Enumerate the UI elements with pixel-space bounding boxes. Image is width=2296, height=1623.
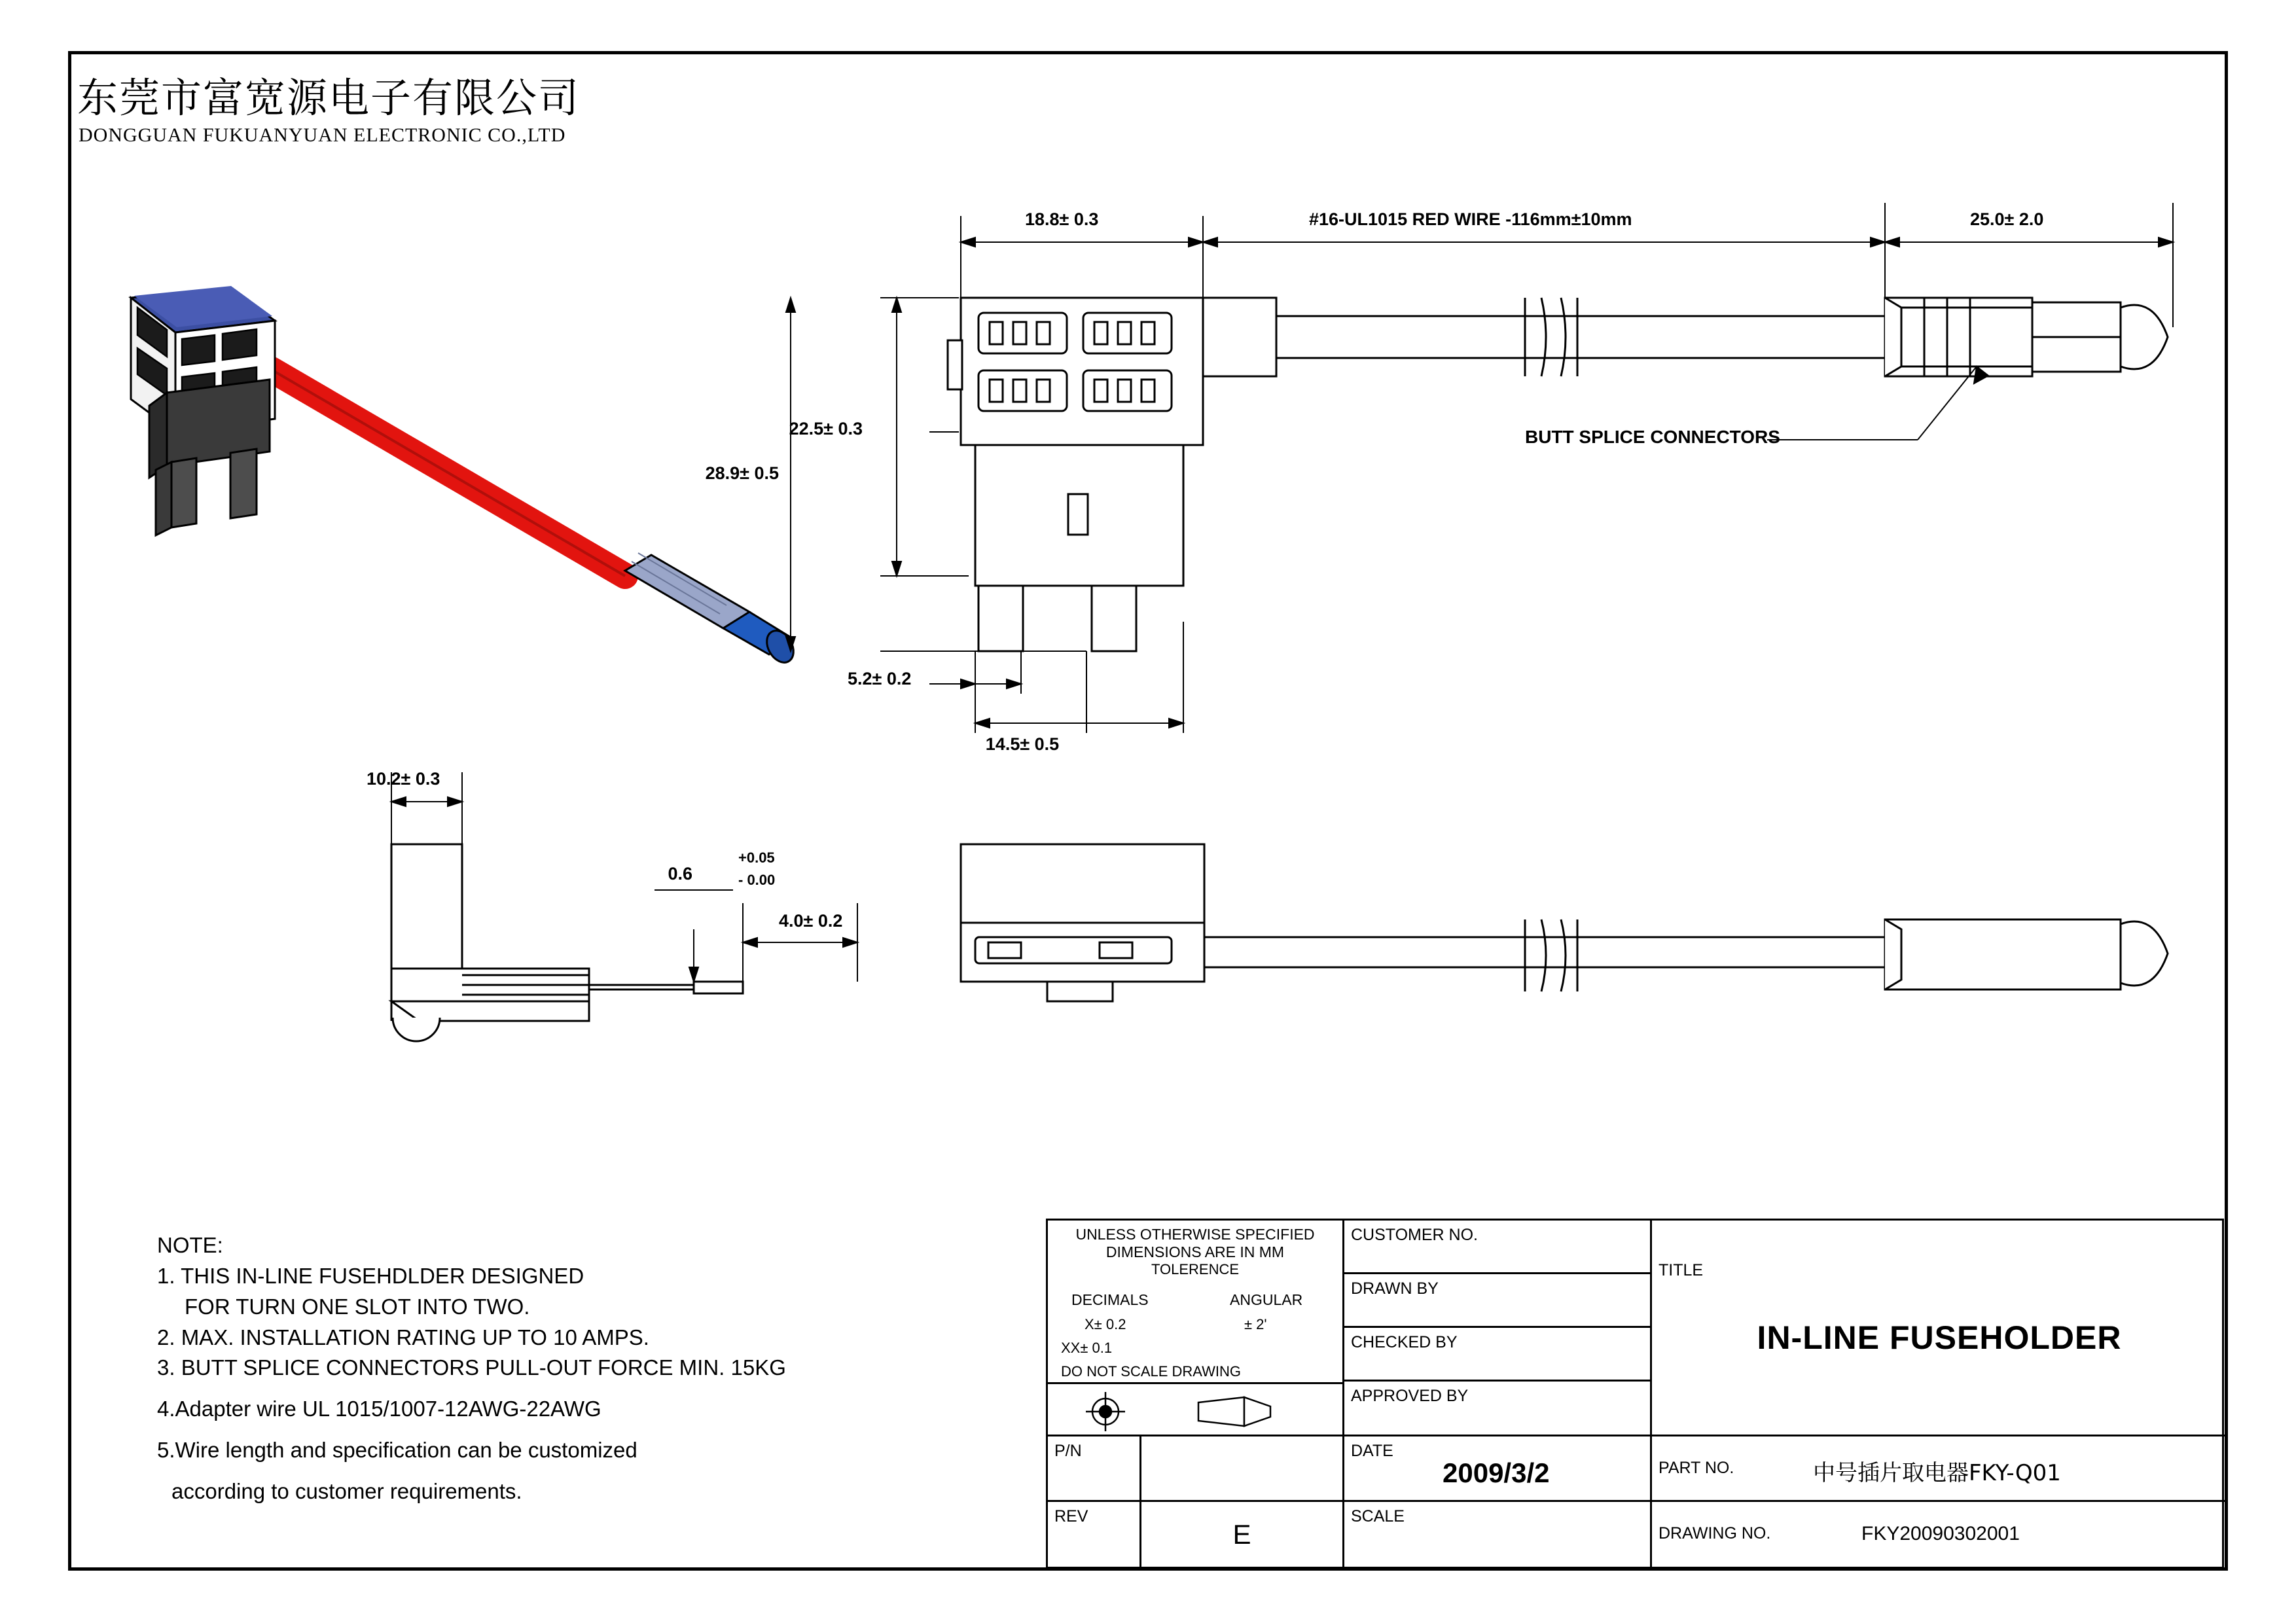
note-4: 4.Adapter wire UL 1015/1007-12AWG-22AWG	[157, 1397, 601, 1421]
rev-value-cell[interactable]	[1139, 1502, 1342, 1567]
note-2: 2. MAX. INSTALLATION RATING UP TO 10 AMPS.	[157, 1325, 649, 1349]
spec-line-1: UNLESS OTHERWISE SPECIFIED	[1075, 1226, 1315, 1243]
checked-by-label: CHECKED BY	[1351, 1333, 1458, 1351]
date-value: 2009/3/2	[1443, 1457, 1550, 1488]
note-1b: FOR TURN ONE SLOT INTO TWO.	[185, 1294, 530, 1319]
dim-height-inner: 22.5± 0.3	[789, 419, 863, 438]
angular-value: ± 2'	[1244, 1316, 1267, 1332]
dim-side-width: 10.2± 0.3	[367, 769, 440, 789]
dim-thickness-plus: +0.05	[738, 849, 775, 866]
title-block	[1046, 1219, 2224, 1569]
dim-top-width: 18.8± 0.3	[1025, 209, 1099, 229]
dim-thickness: 0.6	[668, 864, 692, 883]
company-name-cn: 东莞市富宽源电子有限公司	[77, 74, 581, 122]
rev-value: E	[1232, 1519, 1251, 1550]
drawing-no-cell[interactable]	[1650, 1502, 2225, 1567]
angular-label: ANGULAR	[1230, 1291, 1303, 1308]
part-no-cell[interactable]	[1650, 1436, 2225, 1502]
drawn-by-label: DRAWN BY	[1351, 1279, 1439, 1298]
dim-blade-length: 4.0± 0.2	[779, 911, 843, 931]
notes-heading: NOTE:	[157, 1233, 223, 1257]
date-label: DATE	[1351, 1442, 1393, 1460]
note-5b: according to customer requirements.	[171, 1479, 522, 1504]
pn-label: P/N	[1054, 1442, 1082, 1460]
title-cell	[1650, 1221, 2225, 1436]
drawn-by-cell[interactable]	[1342, 1274, 1650, 1328]
part-no-label: PART NO.	[1659, 1459, 1734, 1477]
approved-by-cell[interactable]	[1342, 1382, 1650, 1436]
notes-block	[157, 1230, 1073, 1507]
dim-body-width: 14.5± 0.5	[985, 734, 1060, 754]
decimals-x: X± 0.2	[1085, 1316, 1126, 1332]
approved-by-label: APPROVED BY	[1351, 1387, 1469, 1405]
dim-blade-width: 5.2± 0.2	[848, 669, 912, 688]
drawing-no-label: DRAWING NO.	[1659, 1524, 1771, 1543]
dim-height-outer: 28.9± 0.5	[705, 463, 779, 483]
no-scale-note: DO NOT SCALE DRAWING	[1061, 1363, 1242, 1380]
dim-thickness-minus: - 0.00	[738, 872, 776, 888]
scale-label: SCALE	[1351, 1507, 1405, 1525]
note-5: 5.Wire length and specification can be customized	[157, 1438, 637, 1463]
title-value: IN-LINE FUSEHOLDER	[1757, 1319, 2122, 1356]
dim-wire-spec: #16-UL1015 RED WIRE -116mm±10mm	[1309, 209, 1632, 229]
drawing-no-value: FKY20090302001	[1861, 1523, 2020, 1544]
tolerance-panel	[1048, 1221, 1342, 1384]
note-3: 3. BUTT SPLICE CONNECTORS PULL-OUT FORCE MIN. 15KG	[157, 1355, 786, 1380]
note-1: 1. THIS IN-LINE FUSEHDLDER DESIGNED	[157, 1263, 584, 1288]
dim-splice-length: 25.0± 2.0	[1970, 209, 2044, 229]
spec-line-2: DIMENSIONS ARE IN MM	[1105, 1243, 1285, 1260]
part-no-value: 中号插片取电器FKY-Q01	[1813, 1460, 2061, 1486]
rev-label: REV	[1054, 1507, 1088, 1525]
decimals-label: DECIMALS	[1071, 1291, 1149, 1308]
checked-by-cell[interactable]	[1342, 1328, 1650, 1382]
scale-cell[interactable]	[1342, 1502, 1650, 1567]
customer-no-cell[interactable]	[1342, 1221, 1650, 1274]
first-angle-projection-icon	[1048, 1384, 1342, 1436]
pn-value-cell[interactable]	[1139, 1436, 1342, 1502]
projection-symbol-cell	[1048, 1384, 1342, 1436]
spec-line-3: TOLERENCE	[1151, 1261, 1240, 1277]
date-cell[interactable]	[1342, 1436, 1650, 1502]
rev-label-cell	[1048, 1502, 1139, 1567]
decimals-xx: XX± 0.1	[1061, 1340, 1113, 1356]
title-label: TITLE	[1659, 1261, 1704, 1279]
customer-no-label: CUSTOMER NO.	[1351, 1226, 1478, 1244]
pn-label-cell	[1048, 1436, 1139, 1502]
callout-butt-splice: BUTT SPLICE CONNECTORS	[1525, 427, 1780, 447]
company-name-en: DONGGUAN FUKUANYUAN ELECTRONIC CO.,LTD	[79, 124, 566, 146]
